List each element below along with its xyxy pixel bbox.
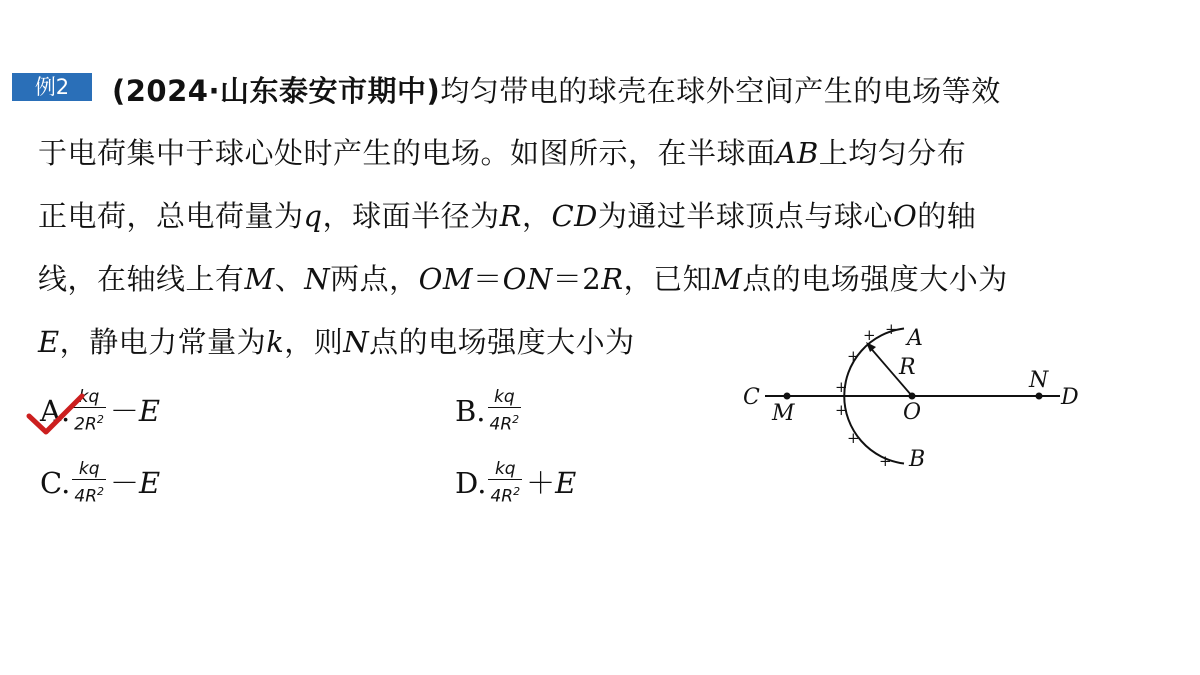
option-b-fraction: $\frac{kq}{4R^2}$	[489, 387, 520, 435]
plus-sign: +	[847, 429, 860, 447]
plus-sign: +	[847, 347, 860, 365]
option-c-fraction: $\frac{kq}{4R^2}$	[74, 459, 105, 507]
plus-sign: +	[835, 401, 848, 419]
label-c: C	[743, 385, 760, 410]
question-line-4: 线，在轴线上有M、N两点，OM＝ON＝2R，已知M点的电场强度大小为	[38, 262, 1008, 296]
label-a: A	[907, 326, 923, 351]
option-a-fraction: $\frac{kq}{2R^2}$	[74, 387, 104, 435]
example-tag: 例2	[12, 73, 92, 101]
check-mark-icon	[26, 392, 86, 440]
question-line-2: 于电荷集中于球心处时产生的电场。如图所示，在半球面AB上均匀分布	[38, 136, 967, 170]
plus-sign: +	[885, 320, 898, 338]
point-m	[784, 393, 791, 400]
hemisphere-diagram	[735, 320, 1095, 480]
point-o	[909, 393, 916, 400]
question-line-5: E，静电力常量为k，则N点的电场强度大小为	[38, 325, 635, 359]
option-d[interactable]: D. $\frac{kq}{4R^2}$ ＋E	[455, 459, 577, 507]
plus-sign: +	[835, 378, 848, 396]
question-source: (2024·山东泰安市期中)	[112, 74, 441, 108]
option-c[interactable]: C. $\frac{kq}{4R^2}$ －E	[40, 459, 161, 507]
label-n: N	[1029, 368, 1049, 393]
question-line-3: 正电荷，总电荷量为q，球面半径为R，CD为通过半球顶点与球心O的轴	[38, 199, 977, 233]
label-r: R	[899, 355, 916, 380]
plus-sign: +	[863, 326, 876, 344]
option-d-fraction: $\frac{kq}{4R^2}$	[490, 459, 521, 507]
point-n	[1036, 393, 1043, 400]
label-o: O	[903, 400, 922, 425]
label-d: D	[1061, 385, 1079, 410]
label-b: B	[909, 447, 926, 472]
option-b[interactable]: B. $\frac{kq}{4R^2}$	[455, 387, 520, 435]
question-line-1: (2024·山东泰安市期中)均匀带电的球壳在球外空间产生的电场等效	[112, 74, 1001, 108]
label-m: M	[772, 401, 795, 426]
plus-sign: +	[879, 452, 892, 470]
option-a[interactable]: A. $\frac{kq}{2R^2}$ －E	[40, 387, 160, 435]
